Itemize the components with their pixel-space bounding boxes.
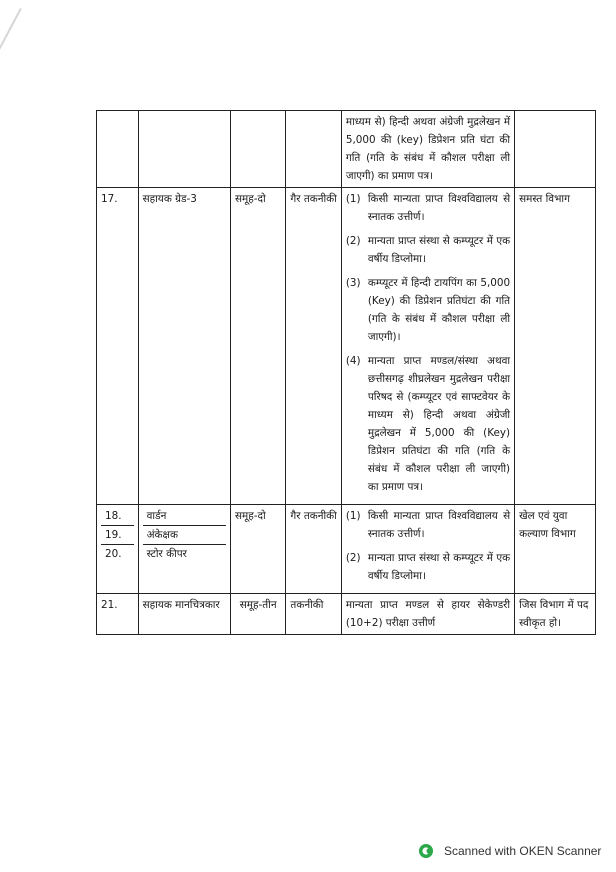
qualification-text: कम्प्यूटर में हिन्दी टायपिंग का 5,000 (Key) की डिप्रेशन प्रतिघंटा की गति (गति के संबंध में कौशल परीक्षा ली जाएगी)।: [367, 277, 511, 343]
post-name: सहायक ग्रेड-3: [138, 188, 230, 505]
qualification-item: [346, 274, 510, 346]
scanner-text: Scanned with OKEN Scanner: [444, 844, 602, 858]
department: खेल एवं युवा कल्याण विभाग: [515, 505, 596, 594]
qualification-text: किसी मान्यता प्राप्त विश्वविद्यालय से स्नातक उत्तीर्ण।: [367, 193, 511, 223]
table-row-21: [97, 594, 596, 635]
post-name-stack: [138, 505, 230, 594]
qualification-text: किसी मान्यता प्राप्त विश्वविद्यालय से स्नातक उत्तीर्ण।: [367, 510, 511, 540]
serial-number: 18.: [101, 507, 134, 526]
post-name: वार्डन: [143, 507, 226, 526]
serial-number: 20.: [105, 548, 122, 560]
qualification-list: [341, 188, 514, 505]
serial-number: 21.: [97, 594, 139, 635]
table-row-18-20: [97, 505, 596, 594]
qualification-text: मान्यता प्राप्त मण्डल/संस्था अथवा छत्तीसगढ़ शीघ्रलेखन मुद्रलेखन परीक्षा परिषद से (कम्प्यूटर एवं साफ्टवेयर के माध्यम से) हिन्दी अथवा अंग्रेजी मुद्रलेखन में 5,000 की (Key) डिप्रेशन प्रतिघंटा की गति (गति के संबंध में कौशल परीक्षा ली जाएगी) का प्रमाण पत्र।: [367, 355, 511, 493]
scan-edge-mark: [0, 8, 22, 71]
qualification-list: [341, 505, 514, 594]
qualification-number: (2): [345, 235, 361, 247]
post-type: गैर तकनीकी: [286, 505, 341, 594]
qualification-number: (3): [345, 277, 361, 289]
qualification-item: [346, 507, 510, 543]
post-type: गैर तकनीकी: [286, 188, 341, 505]
qualification-number: (1): [345, 510, 361, 522]
recruitment-table: [96, 110, 596, 635]
qualification-number: (2): [345, 552, 361, 564]
qualification-number: (4): [345, 355, 361, 367]
serial-number: 19.: [101, 526, 134, 545]
department: जिस विभाग में पद स्वीकृत हो।: [515, 594, 596, 635]
qualification-text: मान्यता प्राप्त संस्था से कम्प्यूटर में एक वर्षीय डिप्लोमा।: [367, 235, 511, 265]
table-row-17: [97, 188, 596, 505]
oken-scanner-logo-icon: [418, 843, 434, 859]
post-group: समूह-तीन: [230, 594, 285, 635]
qualification-item: [346, 352, 510, 496]
serial-number: 17.: [97, 188, 139, 505]
qualification-item: [346, 549, 510, 585]
qualification-item: [346, 190, 510, 226]
department: समस्त विभाग: [515, 188, 596, 505]
post-type: तकनीकी: [286, 594, 341, 635]
serial-number-stack: [97, 505, 139, 594]
post-name: स्टोर कीपर: [146, 548, 187, 560]
qualification-text: मान्यता प्राप्त संस्था से कम्प्यूटर में एक वर्षीय डिप्लोमा।: [367, 552, 511, 582]
post-name: सहायक मानचित्रकार: [138, 594, 230, 635]
qualification-item: [346, 232, 510, 268]
qualification-continuation: माध्यम से) हिन्दी अथवा अंग्रेजी मुद्रलेखन में 5,000 की (key) डिप्रेशन प्रति घंटा की गति (गति के संबंध में कौशल परीक्षा ली जाएगी) का प्रमाण पत्र।: [341, 111, 514, 188]
qualification-number: (1): [345, 193, 361, 205]
post-group: समूह-दो: [230, 505, 285, 594]
scanner-watermark: [418, 843, 601, 859]
qualification-text: मान्यता प्राप्त मण्डल से हायर सेकेण्डरी (10+2) परीक्षा उत्तीर्ण: [341, 594, 514, 635]
table-row-continuation: [97, 111, 596, 188]
post-group: समूह-दो: [230, 188, 285, 505]
post-name: अंकेक्षक: [143, 526, 226, 545]
